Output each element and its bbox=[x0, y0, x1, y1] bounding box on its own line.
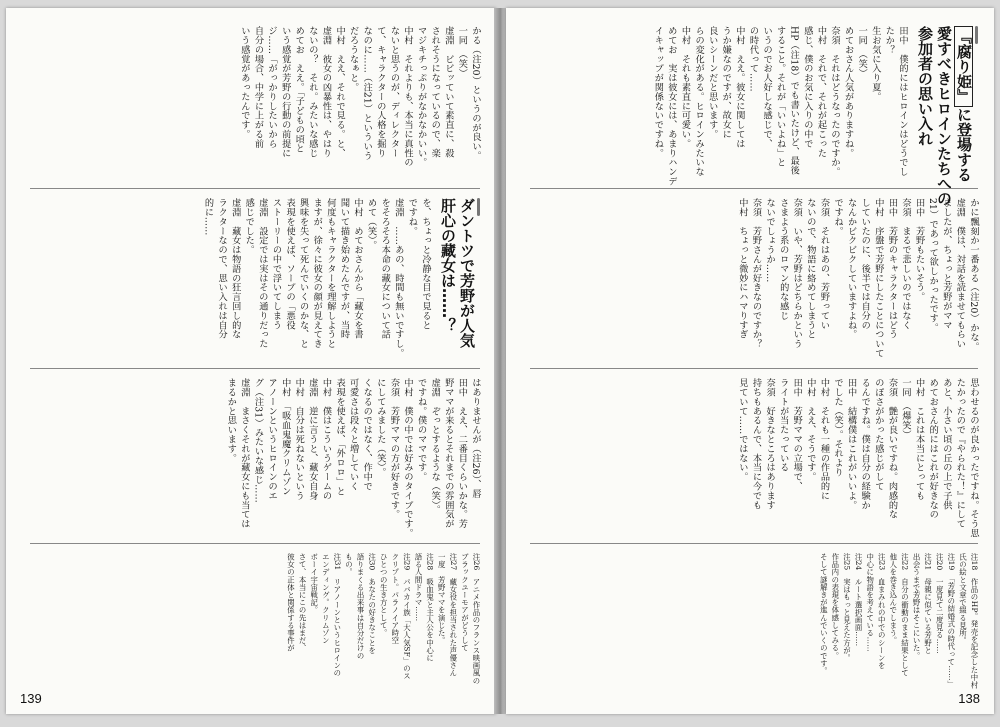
text-column: ブラックユーモアがどうして bbox=[460, 553, 470, 652]
right-divider-2 bbox=[530, 368, 978, 369]
text-column: マジキチっぷりがなかなかいい。 bbox=[415, 26, 427, 167]
text-column: めてお ええ。「子どもの頃と bbox=[293, 26, 305, 153]
text-column: 中村 ええ、それで見る。と、 bbox=[334, 26, 346, 158]
text-column: めておさん人気がありますね。 bbox=[842, 26, 854, 158]
text-column: 虚淵 設定では実はその通りだった bbox=[256, 198, 268, 349]
text-column: 野ママが来るとそれまでの雰囲気が bbox=[442, 378, 454, 529]
text-column: ライトが当たっている bbox=[777, 378, 789, 472]
text-column: 田中 芳野のキャラクターはどう bbox=[886, 198, 898, 339]
text-column: めてお 実は彼女には、あまりハンデ bbox=[665, 26, 677, 186]
text-column: 表現を使えば、ソープの「悪役 bbox=[284, 198, 296, 330]
text-column: 虚淵 藏女は物語の狂言回し的な bbox=[229, 198, 241, 339]
text-column: 虚淵 ビビッていて素直に、殺 bbox=[442, 26, 454, 158]
text-column: ましたが、ちょっと芳野がママ bbox=[940, 198, 952, 330]
text-column: 的に…… bbox=[202, 198, 214, 236]
text-column: ないので、物語に絡めてしまうと bbox=[804, 198, 816, 339]
text-column: 彼女の正体と関係する事件が bbox=[286, 553, 296, 652]
text-column: ですね。 bbox=[406, 198, 418, 236]
right-divider-3 bbox=[530, 543, 978, 544]
text-column: たか？ bbox=[883, 26, 895, 55]
text-column: ひとつの生き方として。 bbox=[379, 553, 389, 637]
text-column: 聞いて描き始めたんですが、当時 bbox=[338, 198, 350, 339]
text-column: 一同 （笑） bbox=[456, 26, 468, 78]
text-column: 氏の絵と文章で綴る見所。 bbox=[958, 553, 968, 645]
text-column: をそろそろ本命の藏女について話 bbox=[379, 198, 391, 339]
text-column: HP（注18）でも書いたけど、最後 bbox=[788, 26, 800, 175]
text-column: グ（注31）みたいな感じ…… bbox=[252, 378, 264, 503]
text-column: 自分の場合、中学に上がる前 bbox=[252, 26, 264, 149]
text-column: 注26 アニメ作品のフランス映画風の bbox=[472, 553, 481, 685]
text-column: はありませんが（注26）、唇 bbox=[470, 378, 481, 499]
text-column: ストーリーの中で浮いてしまう bbox=[270, 198, 282, 330]
text-column: 奈須 いや、芳野はどちらかという bbox=[791, 198, 803, 349]
text-column: 見ていて……ではない。 bbox=[736, 378, 748, 482]
text-column: の時代って…… bbox=[747, 26, 759, 92]
text-column: くなるのではなく、作中で bbox=[361, 378, 373, 491]
text-column: うか嫌なのですが、故女に bbox=[720, 26, 732, 139]
text-column: かる（注20）というのが良い。 bbox=[470, 26, 481, 161]
text-column: 奈須 芳野ママの方が好きです。 bbox=[388, 378, 400, 519]
text-column: 生お気に入り夏。 bbox=[869, 26, 881, 102]
text-column: 注23 血まみれの中でのシーンを bbox=[877, 553, 887, 670]
text-column: だろうなぁと。 bbox=[347, 26, 359, 92]
text-column: 中村 自分は死ねないという bbox=[293, 378, 305, 501]
text-column: 注30 あなたの好きなことを bbox=[367, 553, 377, 655]
text-column: 注22 自分の衝動のまま結果として bbox=[900, 553, 910, 677]
text-column: るんですね。僕は自分の経験か bbox=[859, 378, 871, 510]
text-column: 奈須 芳野さんが好きなのですか？ bbox=[750, 198, 762, 349]
text-column: でした（笑）。それより bbox=[832, 378, 844, 477]
text-column: 中村 ちょっと微妙にハマりすぎ bbox=[736, 198, 748, 339]
text-column: ないでしょうか…… bbox=[764, 198, 776, 283]
text-column: て、キャラクターの人格を掘り bbox=[374, 26, 386, 158]
right-heading-suffix: に登場する bbox=[955, 107, 973, 182]
text-column: ボーイ宇宙戦記。 bbox=[309, 553, 319, 614]
left-footnotes bbox=[30, 553, 480, 693]
right-heading-title-boxed: 『腐り姫』 bbox=[954, 26, 973, 107]
text-column: 出会うまで芳野はそこにいた。 bbox=[912, 553, 922, 660]
text-column: イキャップが関係ないですね。 bbox=[652, 26, 664, 158]
text-column: なんかビクビクしていますよね。 bbox=[845, 198, 857, 339]
right-row1-text bbox=[530, 26, 978, 206]
text-column: 一同 （笑） bbox=[856, 26, 868, 78]
text-column: 可愛さは段々と増していく bbox=[347, 378, 359, 491]
text-column: もの。 bbox=[344, 553, 354, 576]
left-page-number: 139 bbox=[20, 691, 42, 706]
text-column: 思わせるのが良かったですね。そう思 bbox=[968, 378, 979, 538]
text-column: 感じでした。 bbox=[243, 198, 255, 255]
text-column: していたのに、後半では自分の bbox=[859, 198, 871, 330]
text-column: 語りまくる出来事は自分だけの bbox=[356, 553, 366, 660]
text-column: らの変化がある。ヒロインみたいな bbox=[693, 26, 705, 177]
left-heading-line-2: 肝心の藏女は……？ bbox=[439, 198, 457, 333]
text-column: されそうになっているので、楽 bbox=[429, 26, 441, 158]
left-divider-2 bbox=[30, 368, 480, 369]
text-column: 田中 僕的にはヒロインはどうでし bbox=[897, 26, 908, 177]
left-divider-1 bbox=[30, 188, 480, 189]
text-column: 中村 それも素直に可愛い。 bbox=[679, 26, 691, 149]
left-section-heading bbox=[439, 198, 480, 358]
text-column: のぽさがかった感じがして bbox=[872, 378, 884, 491]
text-column: 良いシーンだと思います。 bbox=[706, 26, 718, 139]
heading-marker bbox=[975, 26, 978, 44]
text-column: 奈須 それはどうなったのですか。 bbox=[829, 26, 841, 177]
text-column: 注29 パバカイ族「大人気SF」のス bbox=[402, 553, 412, 680]
text-column: 中村 僕はこういうゲームの bbox=[320, 378, 332, 501]
text-column: 田中 結構僕はこれがいいよ。 bbox=[845, 378, 857, 510]
text-column: 中村 それよりも、本当に真性の bbox=[402, 26, 414, 167]
text-column: 21）であって欲しかったです。 bbox=[927, 198, 939, 333]
text-column: 感じ、僕のお気に入りの中で bbox=[801, 26, 813, 149]
left-page bbox=[6, 8, 496, 714]
text-column: 中村 これは本当にとっても bbox=[913, 378, 925, 501]
text-column: 表現を使えば、「外ロロ」と bbox=[334, 378, 346, 496]
text-column: 注31 リアノーンというヒロインの bbox=[332, 553, 342, 677]
left-heading-line-1: ダントツで芳野が人気 bbox=[458, 198, 476, 348]
text-column: いう感覚が芳野の行動の前提に bbox=[279, 26, 291, 158]
text-column: 注24 ルート選択画面…… bbox=[854, 553, 864, 647]
text-column: 虚淵 彼女の凶暴性は、やはり bbox=[320, 26, 332, 158]
text-column: 注25 実はもっと見えた方が。 bbox=[842, 553, 852, 662]
text-column: そして謎解きが進んでいくのです。 bbox=[819, 553, 829, 675]
right-section-heading bbox=[916, 26, 978, 206]
heading-marker bbox=[477, 198, 480, 216]
text-column: 他人を巻き込んでしまう。 bbox=[888, 553, 898, 645]
text-column: すること。それが「いいよね」と bbox=[774, 26, 786, 167]
text-column: 注20 一度見て二度見る…… bbox=[935, 553, 945, 654]
text-column: を、ちょっと冷静な目で見ると bbox=[420, 198, 431, 330]
right-heading-line-1 bbox=[954, 26, 973, 182]
text-column: さまよう系のロマン的な感じ bbox=[777, 198, 789, 321]
right-divider-1 bbox=[530, 188, 978, 189]
text-column: 語る人間ドラマ…… bbox=[414, 553, 424, 622]
text-column: 奈須 まるで悲しいのではなく bbox=[900, 198, 912, 330]
text-column: ラクターなので、思い入れは自分 bbox=[216, 198, 228, 339]
text-column: 中心に物語を考えている…… bbox=[865, 553, 875, 652]
text-column: アノーンというヒロインのエ bbox=[266, 378, 278, 501]
text-column: 中村 僕の中では好みのタイプです。 bbox=[402, 378, 414, 538]
text-column: 注27 藏女役を担当された声優さん bbox=[448, 553, 458, 677]
text-column: 注18 作品のHP。発売を記念した中村 bbox=[970, 553, 979, 689]
right-footnotes bbox=[530, 553, 978, 693]
text-column: にしてみました（笑）。 bbox=[374, 378, 386, 477]
text-column: ジ……「がっかりしたいから bbox=[266, 26, 278, 149]
text-column: めておさん的にはこれが好きなの bbox=[927, 378, 939, 519]
right-page-number: 138 bbox=[958, 691, 980, 706]
text-column: 奈須 好きなところはあります bbox=[764, 378, 776, 510]
left-row2-text bbox=[30, 198, 480, 358]
text-column: 中村 それも一種の作品的に bbox=[818, 378, 830, 501]
text-column: ないと思うのが、ディレクター bbox=[388, 26, 400, 158]
text-column: ますが、徐々に彼女の顔が見えてき bbox=[311, 198, 323, 349]
text-column: 虚淵 逆に言うと、藏女自身 bbox=[306, 378, 318, 501]
text-column: 虚淵 まさくそれが藏女にも当ては bbox=[238, 378, 250, 529]
text-column: 中村 序盤で芳野にしたことについて bbox=[872, 198, 884, 358]
left-divider-3 bbox=[30, 543, 480, 544]
text-column: なのに……（注21）といういう bbox=[361, 26, 373, 161]
text-column: 中村 めておさんから「藏女を書 bbox=[352, 198, 364, 339]
text-column: 虚淵 僕は、対話を読ませてもらい bbox=[954, 198, 966, 349]
text-column: 注21 母親に似ている芳野と bbox=[923, 553, 933, 655]
right-heading-line-2: 愛すべきヒロインたちへの bbox=[935, 26, 953, 206]
text-column: さて、本当にこの先はまだ、 bbox=[298, 553, 308, 652]
text-column: あと、小さい頃の丘の上で子供 bbox=[940, 378, 952, 510]
text-column: 田中 ええ、二番目くらいかな。芳 bbox=[456, 378, 468, 529]
text-column: 注28 吸血鬼と主人公を中心に bbox=[425, 553, 435, 662]
text-column: かに飄刻か一番ある（注20）かな。 bbox=[968, 198, 979, 352]
right-row2-text bbox=[530, 198, 978, 358]
text-column: 何度もキャラクターを理解しようと bbox=[324, 198, 336, 349]
text-column: ですね。僕のママです。 bbox=[415, 378, 427, 482]
text-column: 一同 （爆笑） bbox=[900, 378, 912, 440]
text-column: たかったので『やられた！』にして bbox=[954, 378, 966, 529]
text-column: 興味を失って死んでいくのかな、と bbox=[297, 198, 309, 349]
text-column: 奈須 それはあの、芳野ってい bbox=[818, 198, 830, 330]
text-column: 田中 芳野ママの立場で、 bbox=[791, 378, 803, 491]
text-column: 虚淵 ぞっとするような（笑）。 bbox=[429, 378, 441, 515]
left-row3-text bbox=[30, 378, 481, 538]
text-column: いう感覚があったんです。 bbox=[238, 26, 250, 139]
text-column: 一度 芳野ママを演じた。 bbox=[437, 553, 447, 645]
text-column: 持ちもあるんで、本当に今でも bbox=[750, 378, 762, 510]
right-row3-text bbox=[530, 378, 979, 538]
text-column: 中村 ええ。彼女に関しては bbox=[733, 26, 745, 149]
text-column: 作品内の表現を体感してみる。 bbox=[830, 553, 840, 660]
left-row1-text bbox=[30, 26, 480, 178]
text-column: 田中 芳野もたいそう。 bbox=[913, 198, 925, 302]
right-heading-line-3: 参加者の思い入れ bbox=[916, 26, 934, 146]
text-column: ですね。 bbox=[832, 198, 844, 236]
text-column: 中村 それで、それが起こった bbox=[815, 26, 827, 158]
text-column: 中村 「吸血鬼魔クリムゾン bbox=[279, 378, 291, 496]
text-column: 虚淵 ……あの、時間も無いですし。 bbox=[392, 198, 404, 358]
text-column: 奈須 艶が良いですね。肉感的な bbox=[886, 378, 898, 519]
text-column: 注19 「芳野の結婚式の時代って……」 bbox=[946, 553, 956, 689]
text-column: 中村 ええ、そうです。 bbox=[804, 378, 816, 482]
text-column: めて（笑）。 bbox=[365, 198, 377, 250]
text-column: いうのでお人好しな感じで、 bbox=[761, 26, 773, 149]
text-column: エンディング。クリムゾン bbox=[321, 553, 331, 645]
text-column: クリプト。パラノイア時空 bbox=[390, 553, 400, 645]
text-column: まるかと思います。 bbox=[225, 378, 237, 463]
right-page bbox=[506, 8, 994, 714]
text-column: ないの？ それ。みたいな感じ bbox=[306, 26, 318, 158]
